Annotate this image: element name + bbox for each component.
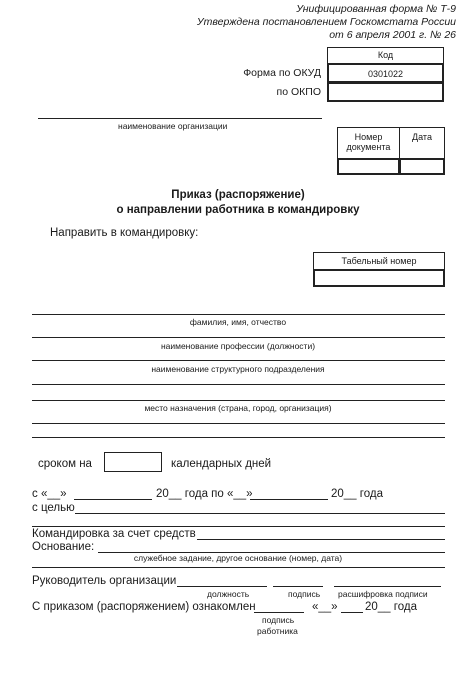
doc-date-label: Дата xyxy=(412,132,432,142)
head-signature-caption: подпись xyxy=(288,589,321,599)
profession-caption: наименование профессии (должности) xyxy=(160,341,316,351)
head-label: Руководитель организации xyxy=(32,575,177,587)
department-line[interactable] xyxy=(32,360,445,361)
organization-caption: наименование организации xyxy=(118,121,228,131)
document-title: Приказ (распоряжение) xyxy=(171,189,305,201)
ack-signature-caption-2: работника xyxy=(257,626,298,636)
okud-cell xyxy=(327,63,444,83)
basis-line-2[interactable] xyxy=(32,567,445,568)
fio-line[interactable] xyxy=(32,314,445,315)
ack-signature-line[interactable] xyxy=(254,612,304,613)
tab-number-header: Табельный номер xyxy=(341,256,417,266)
date-from-month-line[interactable] xyxy=(74,499,152,500)
basis-caption: служебное задание, другое основание (номер, дата) xyxy=(133,553,343,563)
doc-number-header xyxy=(337,127,400,159)
department-caption: наименование структурного подразделения xyxy=(151,364,325,374)
organization-line[interactable] xyxy=(38,118,322,119)
purpose-line-1[interactable] xyxy=(75,513,445,514)
doc-number-cell[interactable] xyxy=(337,158,400,175)
code-header: Код xyxy=(377,50,394,60)
destination-line-4[interactable] xyxy=(32,437,445,438)
doc-number-header-2: документа xyxy=(346,142,391,152)
tab-number-cell[interactable] xyxy=(313,269,445,287)
okpo-label: по ОКПО xyxy=(276,86,321,98)
approval-line: Утверждена постановлением Госкомстата России xyxy=(196,16,456,28)
term-days-box[interactable] xyxy=(104,452,162,472)
okpo-cell[interactable] xyxy=(327,82,444,102)
document-subtitle: о направлении работника в командировку xyxy=(116,204,360,216)
expense-label: Командировка за счет средств xyxy=(32,528,196,540)
expense-line[interactable] xyxy=(197,539,445,540)
destination-line-3[interactable] xyxy=(32,423,445,424)
head-decoding-line[interactable] xyxy=(334,586,441,587)
ack-label: С приказом (распоряжением) ознакомлен xyxy=(32,601,256,613)
ack-signature-caption-1: подпись xyxy=(262,615,295,625)
ack-year: 20__ года xyxy=(365,601,417,613)
head-decoding-caption: расшифровка подписи xyxy=(338,589,428,599)
tab-number-header-cell xyxy=(313,252,445,270)
doc-date-cell[interactable] xyxy=(399,158,445,175)
code-header-cell xyxy=(327,47,444,64)
approval-date: от 6 апреля 2001 г. № 26 xyxy=(329,29,456,41)
form-number: Унифицированная форма № Т-9 xyxy=(296,3,456,15)
destination-caption: место назначения (страна, город, организация) xyxy=(144,403,332,413)
profession-line[interactable] xyxy=(32,337,445,338)
doc-number-header-1: Номер xyxy=(354,132,383,142)
date-to-month-line[interactable] xyxy=(250,499,328,500)
ack-quote: «__» xyxy=(312,601,338,613)
okud-label: Форма по ОКУД xyxy=(243,67,321,79)
date-from: с «__» xyxy=(32,488,67,500)
ack-month-line[interactable] xyxy=(341,612,363,613)
term-prefix: сроком на xyxy=(38,458,92,470)
head-position-line[interactable] xyxy=(177,586,267,587)
destination-line-1[interactable] xyxy=(32,384,445,385)
term-suffix: календарных дней xyxy=(171,458,272,470)
fio-caption: фамилия, имя, отчество xyxy=(189,317,287,327)
date-year1-to: 20__ года по «__» xyxy=(156,488,253,500)
head-signature-line[interactable] xyxy=(273,586,323,587)
okud-value: 0301022 xyxy=(367,69,404,79)
destination-line-2[interactable] xyxy=(32,400,445,401)
purpose-line-2[interactable] xyxy=(32,526,445,527)
send-label: Направить в командировку: xyxy=(50,227,199,239)
head-position-caption: должность xyxy=(207,589,250,599)
date-year2: 20__ года xyxy=(331,488,383,500)
purpose-label: с целью xyxy=(32,502,75,514)
doc-date-header xyxy=(399,127,445,159)
basis-label: Основание: xyxy=(32,541,95,553)
